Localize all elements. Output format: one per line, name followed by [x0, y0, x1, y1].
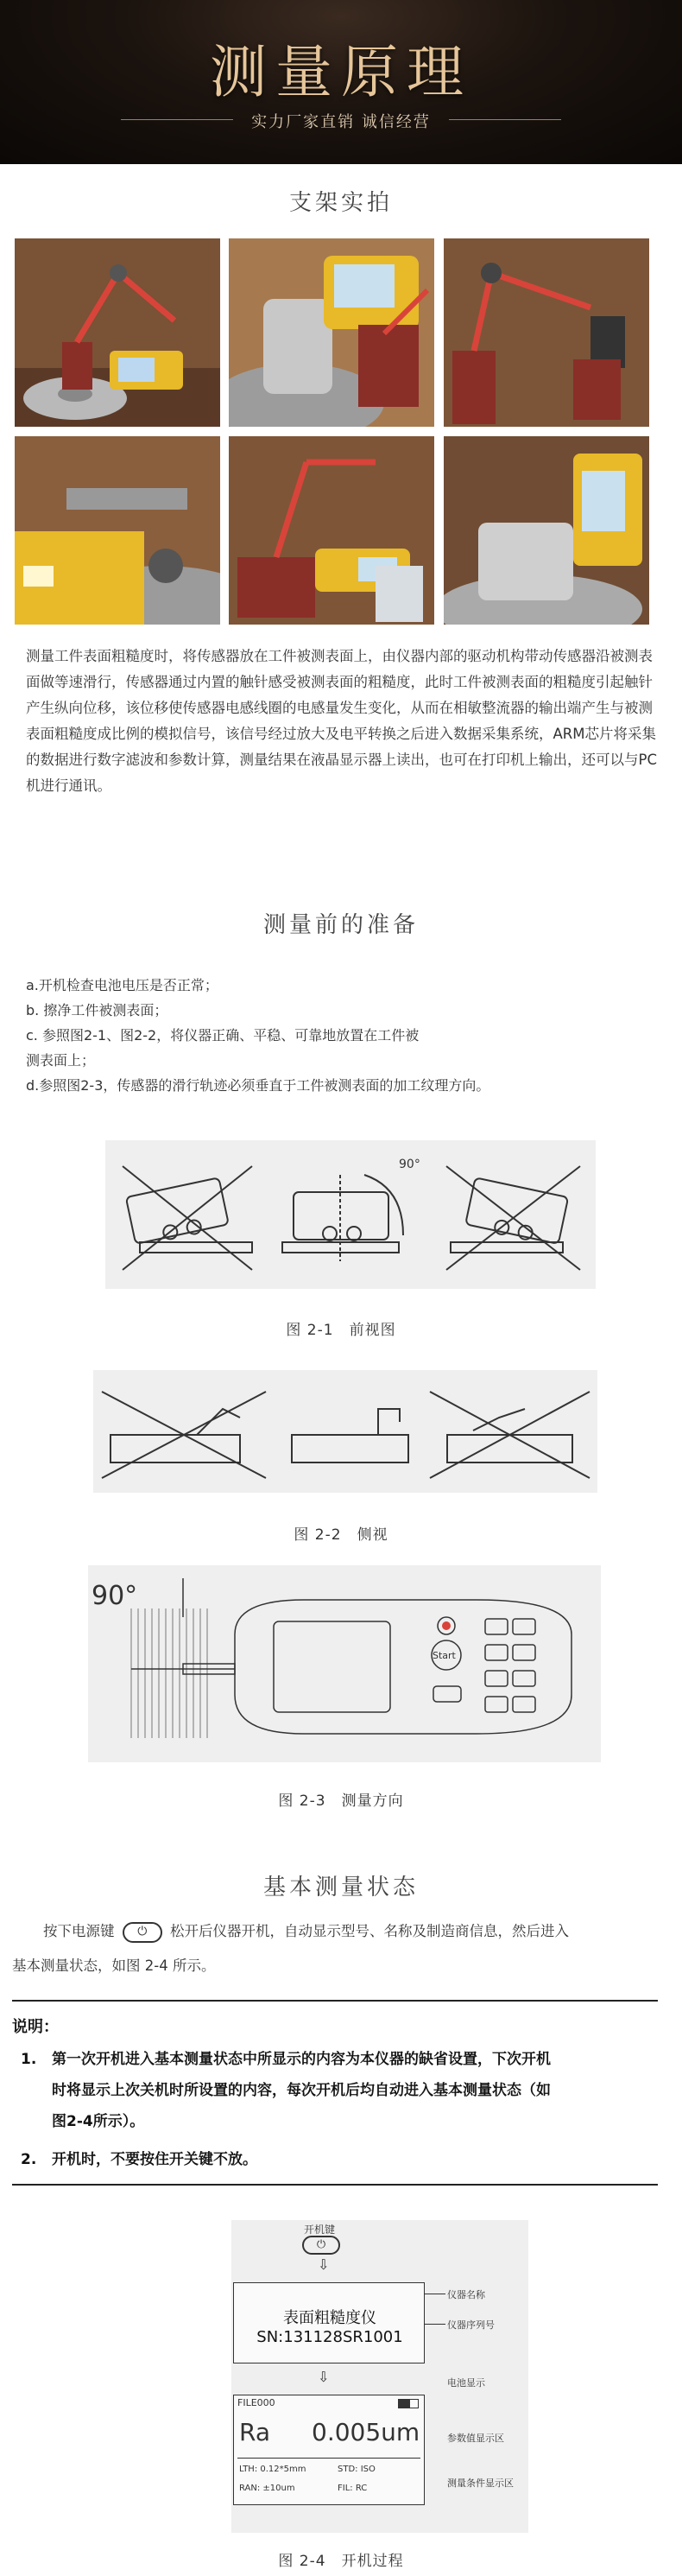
banner-title: 测量原理: [210, 39, 472, 105]
prep-item-c-cont: 测表面上；: [26, 1052, 96, 1069]
fig24-caption: 图 2-4 开机过程: [278, 2553, 404, 2570]
fig24-arrow-down-2: ⇩: [318, 2369, 330, 2385]
section-title-basic: 基本测量状态: [262, 1875, 419, 1900]
fig22-caption: 图 2-2 侧视: [294, 1526, 388, 1544]
notes-divider-top: [12, 2000, 658, 2002]
note-1-line-3: 图2-4所示）。: [52, 2113, 145, 2130]
notes-title: 说明：: [12, 2018, 59, 2036]
note-2-line-1: 开机时，不要按住开关键不放。: [52, 2151, 257, 2168]
prep-item-d: d.参照图2-3，传感器的滑行轨迹必须垂直于工件被测表面的加工纹理方向。: [26, 1077, 490, 1094]
banner: [0, 0, 682, 164]
bracket-photo-5: [229, 436, 434, 625]
bracket-photo-6: [444, 436, 649, 625]
fig24-device-name: 表面粗糙度仪: [283, 2309, 376, 2327]
section-title-bracket: 支架实拍: [288, 190, 393, 216]
bracket-photo-2: [229, 238, 434, 427]
principle-paragraph: 测量工件表面粗糙度时，将传感器放在工件被测表面上，由仪器内部的驱动机构带动传感器沿被测表面做等速滑行，传感器通过内置的触针感受被测表面的粗糙度，此时工件被测表面的粗糙度引起触针产生纵向位移，该位移使传感器电感线圈的电感量发生变化，从而在相敏整流器的输出端产生与被测表面粗糙度成比例的模拟信号，该信号经过放大及电平转换之后进入数据采集系统，ARM芯片将采集的数据进行数字滤波和参数计算，测量结果在液晶显示器上读出，也可在打印机上输出，还可以与PC机进行通讯。: [26, 648, 657, 794]
fig24-serial: SN:131128SR1001: [256, 2328, 403, 2346]
fig24-value: 0.005um: [312, 2418, 420, 2446]
note-1-line-1: 第一次开机进入基本测量状态中所显示的内容为本仪器的缺省设置，下次开机: [52, 2051, 551, 2068]
fig24-startup-screen: [233, 2282, 425, 2363]
basic-text-line2: 基本测量状态，如图 2-4 所示。: [12, 1957, 216, 1974]
fig24-fil: FIL: RC: [338, 2484, 368, 2493]
fig24-lth: LTH: 0.12*5mm: [239, 2465, 306, 2474]
fig24-measure-screen: [233, 2395, 425, 2505]
prep-item-b: b. 擦净工件被测表面；: [26, 1002, 168, 1018]
fig24-arrow-down-1: ⇩: [318, 2256, 330, 2273]
bracket-photo-1: [15, 238, 220, 427]
note-2-number: 2.: [21, 2151, 37, 2168]
note-item-1: [21, 2044, 656, 2137]
fig23-caption: 图 2-3 测量方向: [278, 1792, 404, 1810]
prep-item-c: c. 参照图2-1、图2-2，将仪器正确、平稳、可靠地放置在工件被: [26, 1027, 420, 1044]
fig24-power-key-label: 开机键: [304, 2224, 336, 2236]
figure-2-1: [105, 1140, 596, 1289]
figure-2-4: [231, 2220, 528, 2533]
bracket-photo-4: [15, 436, 220, 625]
fig23-start-label: Start: [433, 1650, 456, 1661]
fig24-file: FILE000: [237, 2397, 275, 2408]
fig23-angle-label: 90°: [92, 1581, 138, 1611]
figure-2-3: [88, 1565, 601, 1762]
banner-subtitle: 实力厂家直销 诚信经营: [251, 113, 431, 131]
section-title-prep: 测量前的准备: [262, 912, 419, 938]
bracket-photo-3: [444, 238, 649, 427]
battery-icon: [398, 2399, 419, 2408]
fig24-screen-divider: [237, 2458, 420, 2459]
fig24-label-param: 参数值显示区: [447, 2433, 504, 2444]
prep-list: [26, 973, 660, 1098]
fig24-param: Ra: [239, 2418, 270, 2446]
note-1-number: 1.: [21, 2051, 37, 2068]
fig24-label-battery: 电池显示: [447, 2377, 485, 2389]
fig24-label-name: 仪器名称: [447, 2289, 485, 2300]
fig24-power-icon: ⏻: [302, 2236, 340, 2255]
note-1-line-2: 时将显示上次关机时所设置的内容，每次开机后均自动进入基本测量状态（如: [52, 2082, 551, 2099]
basic-text-after: 松开后仪器开机，自动显示型号、名称及制造商信息，然后进入: [170, 1923, 569, 1939]
fig24-label-serial: 仪器序列号: [447, 2319, 495, 2331]
fig24-leader-2: [425, 2324, 445, 2325]
fig24-label-cond: 测量条件显示区: [447, 2478, 514, 2489]
figure-2-2: [93, 1370, 597, 1493]
fig21-angle-label: 90°: [399, 1158, 420, 1171]
fig24-ran: RAN: ±10um: [239, 2484, 295, 2493]
basic-text-before: 按下电源键: [43, 1923, 115, 1939]
prep-item-a: a.开机检查电池电压是否正常；: [26, 977, 218, 993]
fig21-caption: 图 2-1 前视图: [286, 1322, 396, 1339]
notes-divider-bottom: [12, 2184, 658, 2186]
note-item-2: [21, 2144, 656, 2175]
fig24-std: STD: ISO: [338, 2465, 376, 2474]
power-key-icon: ⏻: [123, 1922, 162, 1943]
basic-paragraph: [43, 1919, 673, 1944]
